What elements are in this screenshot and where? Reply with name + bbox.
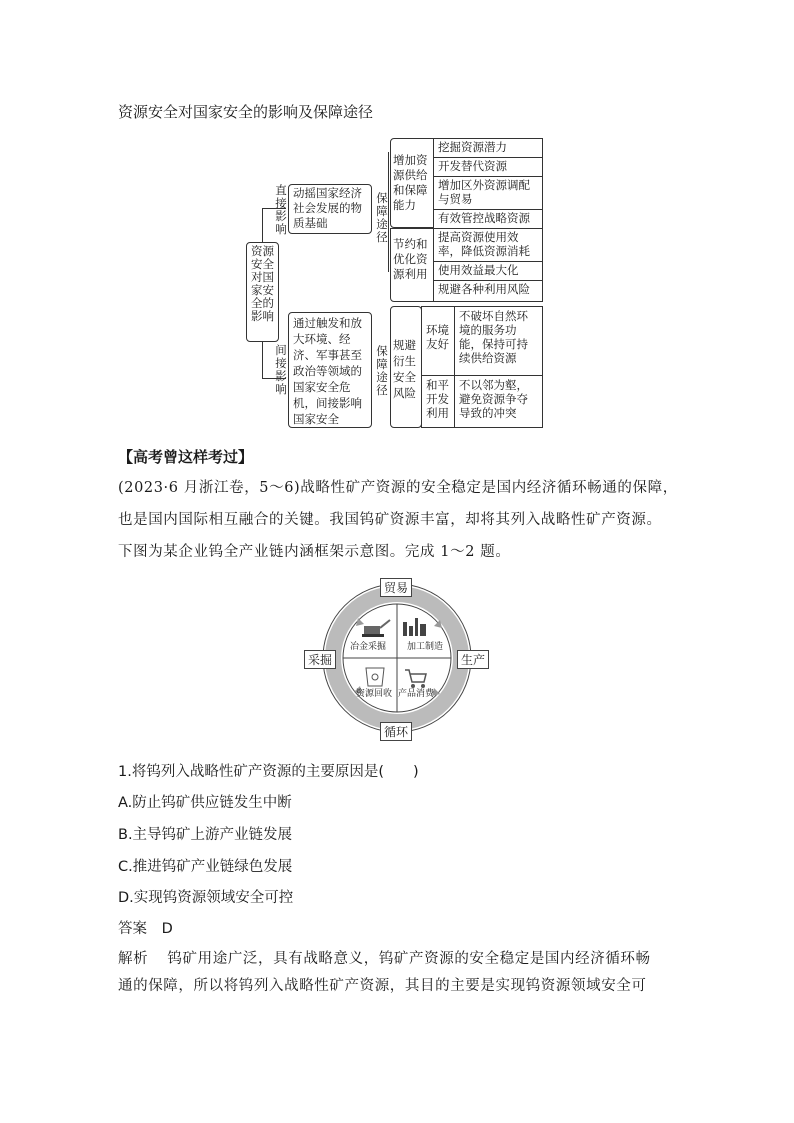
option-a: A.防止钨矿供应链发生中断 — [118, 795, 292, 811]
env-text: 不破坏自然环境的服务功能，保持可持续供给资源 — [454, 306, 543, 376]
analysis-label: 解析 — [118, 951, 149, 967]
save-item: 提高资源使用效率，降低资源消耗 — [433, 228, 543, 262]
answer-label: 答案 — [118, 921, 147, 937]
guarantee-label-1: 保障途径 — [376, 191, 388, 244]
risk-group-box: 规避衍生安全风险 — [390, 306, 422, 428]
analysis-line: 通的保障，所以将钨列入战略性矿产资源，其目的主要是实现钨资源领域安全可 — [118, 978, 647, 994]
save-group-box: 节约和优化资源利用 — [390, 228, 434, 302]
cycle-label-bottom: 循环 — [380, 722, 412, 741]
question-stem: 1.将钨列入战略性矿产资源的主要原因是( ) — [118, 764, 419, 780]
analysis-line: 钨矿用途广泛，具有战略意义，钨矿产资源的安全稳定是国内经济循环畅 — [167, 951, 651, 967]
supply-item: 有效管控战略资源 — [433, 209, 543, 229]
supply-item: 开发替代资源 — [433, 157, 543, 177]
supply-item: 增加区外资源调配与贸易 — [433, 176, 543, 210]
answer-row — [118, 917, 173, 938]
intro-line: 下图为某企业钨全产业链内涵框架示意图。完成 1～2 题。 — [118, 544, 511, 560]
save-item: 使用效益最大化 — [433, 261, 543, 281]
cycle-label-left: 采掘 — [304, 650, 336, 669]
intro-line: 也是国内国际相互融合的关键。我国钨矿资源丰富，却将其列入战略性矿产资源。 — [118, 512, 662, 528]
supply-group-box: 增加资源供给和保障能力 — [390, 138, 434, 228]
quadrant-label: 资源回收 — [356, 689, 393, 699]
option-d: D.实现钨资源领域安全可控 — [118, 890, 294, 906]
option-c: C.推进钨矿产业链绿色发展 — [118, 859, 293, 875]
quadrant-label: 加工制造 — [407, 642, 444, 652]
indirect-label: 间接影响 — [275, 343, 287, 396]
recycle-bin-icon — [366, 668, 384, 686]
option-b: B.主导钨矿上游产业链发展 — [118, 827, 293, 843]
guarantee-label-2: 保障途径 — [376, 344, 388, 397]
peace-label: 和平开发利用 — [421, 375, 455, 428]
env-label: 环境友好 — [421, 306, 455, 376]
cycle-label-top: 贸易 — [380, 578, 412, 597]
answer-value: D — [161, 921, 173, 937]
exam-title: 【高考曾这样考过】 — [118, 448, 254, 466]
intro-line: (2023·6 月浙江卷，5～6)战略性矿产资源的安全稳定是国内经济循环畅通的保障， — [118, 480, 678, 496]
center-box: 资源安全对国家安全的影响 — [246, 242, 279, 342]
direct-effect-box: 动摇国家经济社会发展的物质基础 — [288, 184, 372, 234]
cycle-label-right: 生产 — [457, 650, 489, 669]
analysis-row — [118, 947, 651, 968]
quadrant-label: 冶金采掘 — [350, 642, 387, 652]
section-heading: 资源安全对国家安全的影响及保障途径 — [118, 103, 374, 121]
save-item: 规避各种利用风险 — [433, 280, 543, 302]
quadrant-label: 产品消费 — [398, 689, 435, 699]
peace-text: 不以邻为壑，避免资源争夺导致的冲突 — [454, 375, 543, 428]
supply-item: 挖掘资源潜力 — [433, 138, 543, 158]
direct-label: 直接影响 — [275, 183, 287, 236]
indirect-effect-box: 通过触发和放大环境、经济、军事甚至政治等领域的国家安全危机，间接影响国家安全 — [288, 312, 372, 428]
cycle-diagram — [300, 578, 490, 738]
